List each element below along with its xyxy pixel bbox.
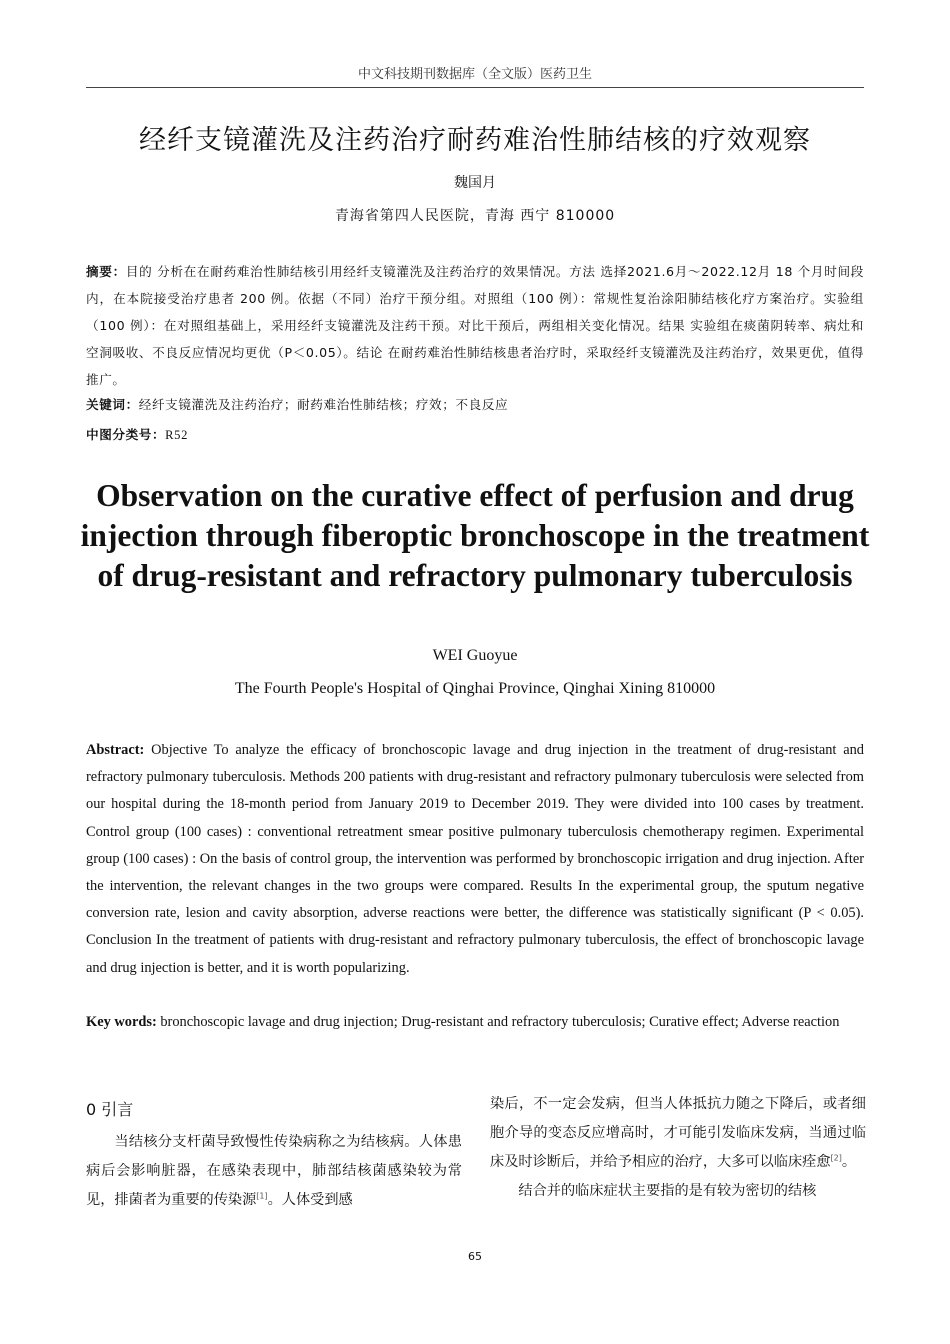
body-paragraph: 染后，不一定会发病，但当人体抵抗力随之下降后，或者细胞介导的变态反应增高时，才可能引发临床发病，当通过临床及时诊断后，并给予相应的治疗，大多可以临床痊愈[2]。 [490,1096,866,1170]
english-keywords [86,1009,864,1036]
english-title: Observation on the curative effect of perfusion and drug injection through fiberoptic bronchoscope in the treatment of drug-resistant and refractory pulmonary tuberculosis [80,478,870,593]
chinese-affiliation: 青海省第四人民医院，青海 西宁 810000 [334,208,616,224]
english-keywords-text: bronchoscopic lavage and drug injection; Drug-resistant and refractory tuberculosis; Curative effect; Adverse reaction [160,1014,840,1030]
chinese-classification-label: 中图分类号： [86,427,166,442]
english-abstract-text: Objective To analyze the efficacy of bronchoscopic lavage and drug injection in the treatment of drug-resistant and refractory pulmonary tuberculosis. Methods 200 patients with drug-resistant and refractory pulmonary tuberculosis were selected from our hospital during the 18-month period from January 2019 to December 2019. They were divided into 100 cases by treatment. Control group (100 cases) : conventional retreatment smear positive pulmonary tuberculosis chemotherapy regimen. Experimental group (100 cases) : On the basis of control group, the intervention was performed by bronchoscopic irrigation and drug injection. After the intervention, the relevant changes in the two groups were compared. Results In the experimental group, the sputum negative conversion rate, lesion and cavity absorption, adverse reactions were better, the difference was statistically significant (P < 0.05). Conclusion In the treatment of patients with drug-resistant and refractory pulmonary tuberculosis, the effect of bronchoscopic lavage and drug injection is better, and it is worth popularizing. [86,742,864,976]
reference-marker: [1] [256,1191,268,1201]
english-keywords-label: Key words: [86,1014,157,1030]
chinese-title: 经纤支镜灌洗及注药治疗耐药难治性肺结核的疗效观察 [139,125,811,156]
page-number: 65 [468,1250,482,1263]
body-left-column [86,1092,462,1215]
chinese-classification [86,424,864,443]
chinese-classification-code: R52 [165,428,188,442]
chinese-keywords [86,394,864,413]
english-abstract [86,737,864,982]
reference-marker: [2] [830,1153,842,1163]
body-paragraph: 结合并的临床症状主要指的是有较为密切的结核 [518,1183,817,1199]
body-right-column [490,1090,866,1206]
english-author: WEI Guoyue [432,647,518,664]
chinese-keywords-label: 关键词： [86,397,139,412]
chinese-abstract-label: 摘要： [86,264,126,279]
section-heading: 0 引言 [86,1100,134,1119]
english-abstract-label: Abstract: [86,742,145,758]
chinese-abstract-text: 目的 分析在在耐药难治性肺结核引用经纤支镜灌洗及注药治疗的效果情况。方法 选择2021.6月～2022.12月 18 个月时间段内，在本院接受治疗患者 200 例。依据（不同）治疗干预分组。对照组（100 例）：常规性复治涂阳肺结核化疗方案治疗。实验组（100 例）：在对照组基础上，采用经纤支镜灌洗及注药干预。对比干预后，两组相关变化情况。结果 实验组在痰菌阴转率、病灶和空洞吸收、不良反应情况均更优（P＜0.05）。结论 在耐药难治性肺结核患者治疗时，采取经纤支镜灌洗及注药治疗，效果更优，值得推广。 [86,264,864,387]
chinese-author: 魏国月 [454,175,496,191]
body-paragraph: 当结核分支杆菌导致慢性传染病称之为结核病。人体患病后会影响脏器，在感染表现中，肺部结核菌感染较为常见，排菌者为重要的传染源[1]。人体受到感 [86,1134,462,1208]
english-affiliation: The Fourth People's Hospital of Qinghai Province, Qinghai Xining 810000 [234,680,716,697]
journal-header: 中文科技期刊数据库（全文版）医药卫生 [86,64,864,88]
chinese-abstract [86,258,864,393]
chinese-keywords-text: 经纤支镜灌洗及注药治疗；耐药难治性肺结核；疗效；不良反应 [138,397,509,412]
